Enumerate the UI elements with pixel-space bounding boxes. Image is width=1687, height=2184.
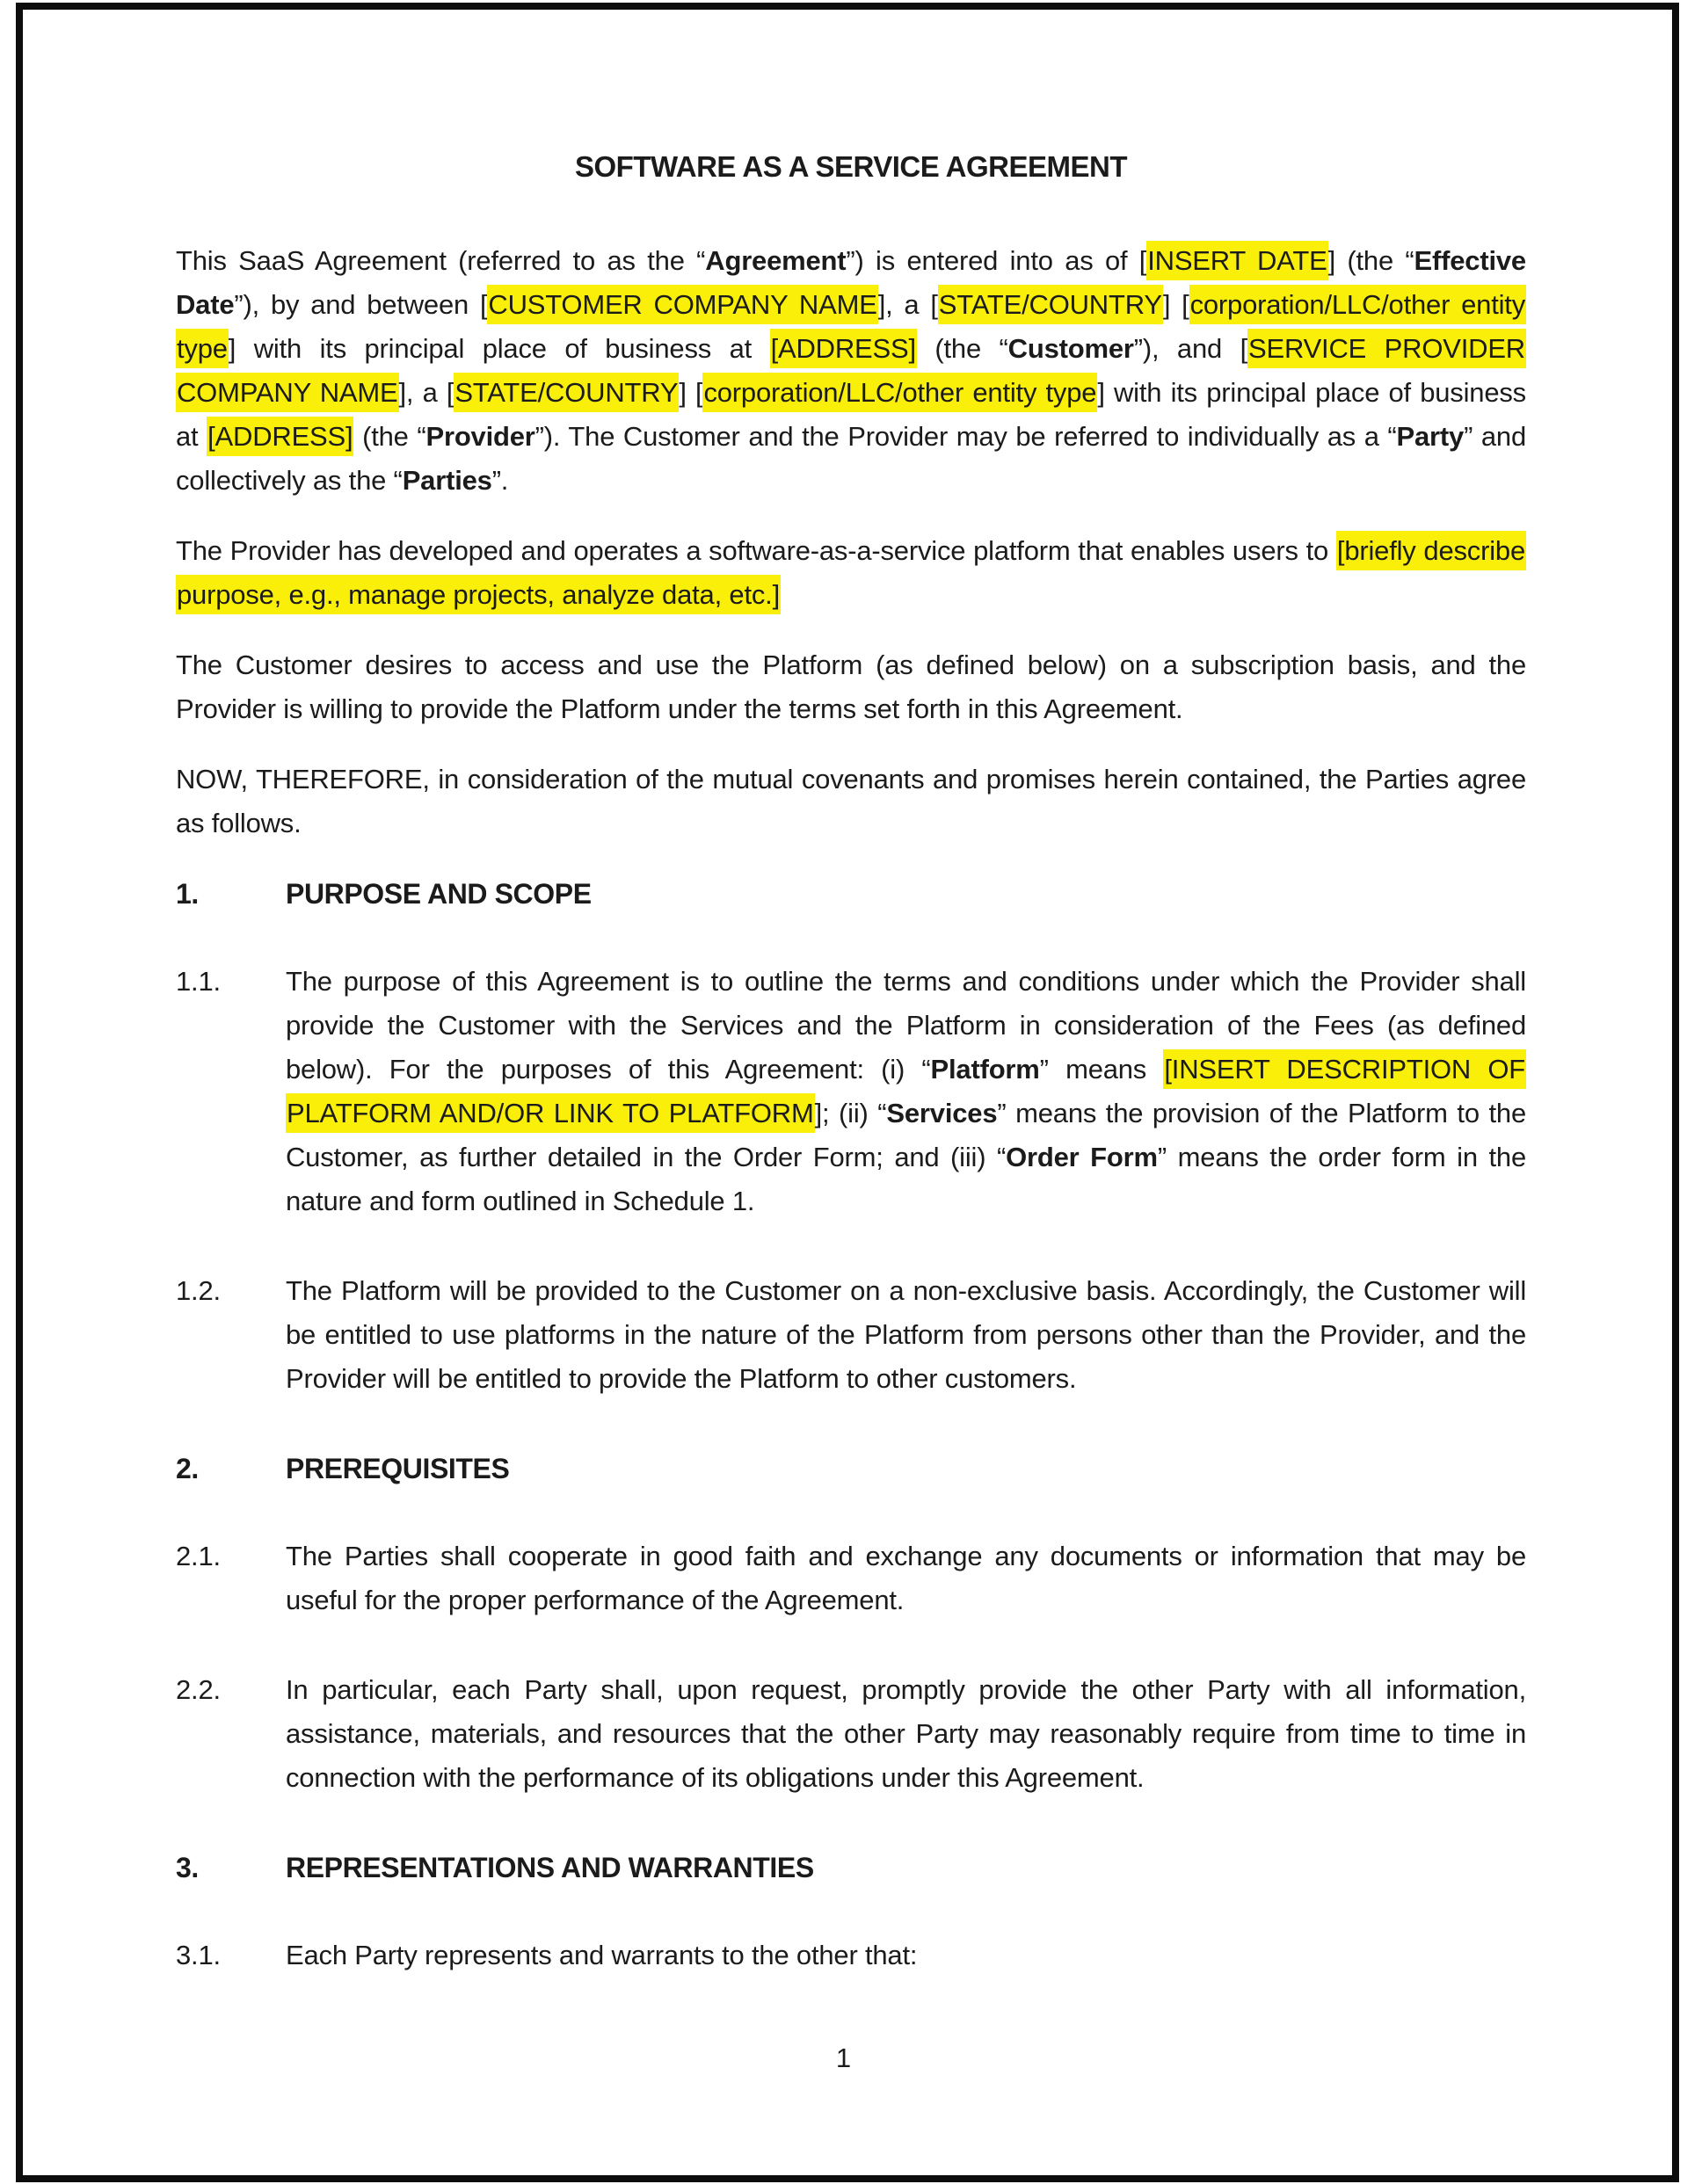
text-run: ] [	[1162, 289, 1189, 320]
page-footer	[0, 2041, 1687, 2076]
clause-body	[286, 1668, 1526, 1800]
clause-number: 1.2.	[176, 1275, 221, 1306]
placeholder-highlight: STATE/COUNTRY	[938, 285, 1163, 324]
text-run: ], a [	[877, 289, 938, 320]
text-run: ” means the order form in the nature and form outlined in Schedule 1.	[286, 1142, 1526, 1216]
section-heading	[176, 1447, 1526, 1491]
numbered-clause	[176, 960, 1526, 1223]
defined-term: Order Form	[1006, 1142, 1158, 1172]
defined-term: Customer	[1007, 333, 1134, 364]
text-run: ]; (ii) “	[814, 1098, 887, 1128]
defined-term: Effective Date	[176, 245, 1526, 320]
text-run: In particular, each Party shall, upon request, promptly provide the other Party with all information, assistance, materials, and resources that the other Party may reasonably require from time to time in connection with the performance of its obligations under this Agreement.	[286, 1674, 1526, 1793]
placeholder-highlight: corporation/LLC/other entity type	[176, 285, 1526, 368]
text-run: ”) is entered into as of [	[846, 245, 1147, 276]
section-number: 2.	[176, 1453, 199, 1484]
placeholder-highlight: corporation/LLC/other entity type	[702, 373, 1097, 412]
placeholder-highlight: SERVICE PROVIDER COMPANY NAME	[176, 329, 1526, 412]
clause-body	[286, 1934, 1526, 1977]
placeholder-highlight: [briefly describe purpose, e.g., manage projects, analyze data, etc.]	[176, 531, 1526, 614]
text-run: The Provider has developed and operates a software-as-a-service platform that enables users to	[176, 535, 1336, 566]
intro-paragraph	[176, 529, 1526, 617]
placeholder-highlight: [INSERT DESCRIPTION OF PLATFORM AND/OR LINK TO PLATFORM	[286, 1049, 1526, 1133]
placeholder-highlight: CUSTOMER COMPANY NAME	[487, 285, 877, 324]
text-run: The purpose of this Agreement is to outline the terms and conditions under which the Provider shall provide the Customer with the Services and the Platform in consideration of the Fees (as defined below). For the purposes of this Agreement: (i) “	[286, 966, 1526, 1085]
page-number: 1	[835, 2043, 852, 2073]
numbered-clause	[176, 1668, 1526, 1800]
text-run: NOW, THEREFORE, in consideration of the mutual covenants and promises herein contained, the Parties agree as follows.	[176, 764, 1526, 838]
text-run: The Platform will be provided to the Customer on a non-exclusive basis. Accordingly, the Customer will be entitled to use platforms in the nature of the Platform from persons other than the Provider, and the Provider will be entitled to provide the Platform to other customers.	[286, 1275, 1526, 1394]
text-run: ” means the provision of the Platform to the Customer, as further detailed in the Order Form; and (iii) “	[286, 1098, 1526, 1172]
placeholder-highlight: STATE/COUNTRY	[454, 373, 679, 412]
section-heading-label: PREREQUISITES	[286, 1453, 510, 1484]
intro-paragraph	[176, 239, 1526, 503]
text-run: ] with its principal place of business at	[228, 333, 770, 364]
defined-term: Provider	[425, 421, 535, 452]
text-run: This SaaS Agreement (referred to as the “	[176, 245, 706, 276]
section-heading	[176, 1846, 1526, 1890]
clause-number: 2.2.	[176, 1674, 221, 1705]
clause-number: 1.1.	[176, 966, 221, 997]
section-heading-label: PURPOSE AND SCOPE	[286, 878, 592, 910]
placeholder-highlight: INSERT DATE	[1146, 241, 1327, 280]
clause-number: 2.1.	[176, 1541, 221, 1571]
section-number: 1.	[176, 878, 199, 910]
text-run: (the “	[916, 333, 1008, 364]
placeholder-highlight: [ADDRESS]	[770, 329, 917, 368]
numbered-clause	[176, 1269, 1526, 1401]
numbered-clause	[176, 1934, 1526, 1977]
text-run: The Customer desires to access and use the Platform (as defined below) on a subscription basis, and the Provider is willing to provide the Platform under the terms set forth in this Agreement.	[176, 649, 1526, 724]
text-run: ] with its principal place of business at	[176, 377, 1526, 452]
defined-term: Services	[886, 1098, 998, 1128]
text-run: Each Party represents and warrants to the other that:	[286, 1940, 918, 1970]
defined-term: Platform	[930, 1054, 1040, 1085]
clause-body	[286, 1269, 1526, 1401]
clause-number: 3.1.	[176, 1940, 221, 1970]
text-run: (the “	[353, 421, 426, 452]
document-content	[176, 145, 1526, 2023]
section-heading	[176, 872, 1526, 916]
text-run: ”). The Customer and the Provider may be referred to individually as a “	[534, 421, 1397, 452]
text-run: ”), by and between [	[234, 289, 488, 320]
defined-term: Party	[1396, 421, 1465, 452]
defined-term: Agreement	[705, 245, 847, 276]
document-blocks	[176, 239, 1526, 1977]
text-run: ” means	[1039, 1054, 1164, 1085]
clause-body	[286, 960, 1526, 1223]
text-run: ” and collectively as the “	[176, 421, 1526, 496]
section-number: 3.	[176, 1852, 199, 1883]
text-run: ] [	[679, 377, 703, 408]
text-run: ”.	[491, 465, 509, 496]
numbered-clause	[176, 1535, 1526, 1622]
intro-paragraph	[176, 643, 1526, 731]
placeholder-highlight: [ADDRESS]	[207, 417, 353, 456]
text-run: ”), and [	[1133, 333, 1247, 364]
defined-term: Parties	[402, 465, 492, 496]
document-title: SOFTWARE AS A SERVICE AGREEMENT	[574, 150, 1128, 183]
text-run: ] (the “	[1327, 245, 1414, 276]
text-run: The Parties shall cooperate in good faith and exchange any documents or information that may be useful for the proper performance of the Agreement.	[286, 1541, 1526, 1615]
clause-body	[286, 1535, 1526, 1622]
section-heading-label: REPRESENTATIONS AND WARRANTIES	[286, 1852, 814, 1883]
intro-paragraph	[176, 758, 1526, 845]
text-run: ], a [	[398, 377, 454, 408]
